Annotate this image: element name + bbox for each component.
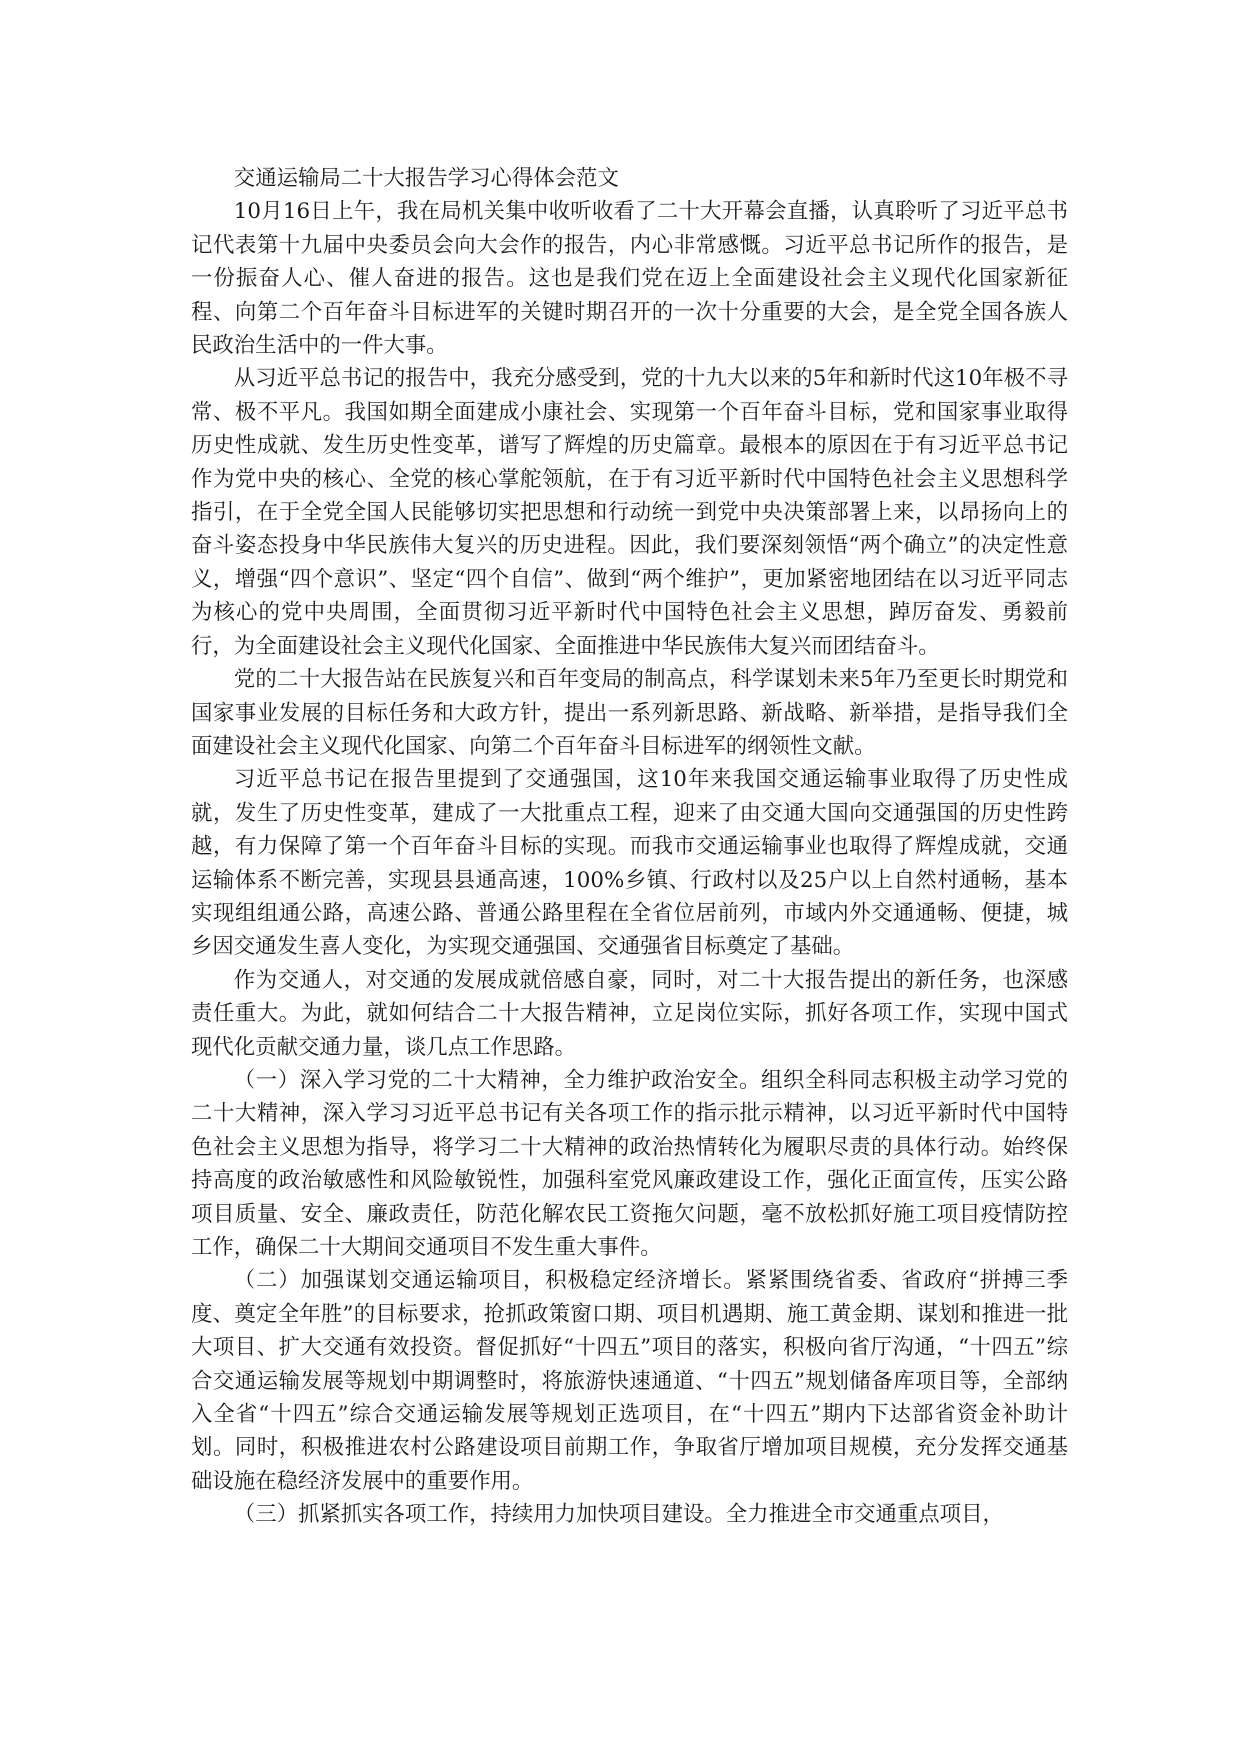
document-body (191, 162, 1068, 1532)
paragraph: 习近平总书记在报告里提到了交通强国，这10年来我国交通运输事业取得了历史性成就，发生了历史性变革，建成了一大批重点工程，迎来了由交通大国向交通强国的历史性跨越，有力保障了第一个百年奋斗目标的实现。而我市交通运输事业也取得了辉煌成就，交通运输体系不断完善，实现县县通高速，100%乡镇、行政村以及25户以上自然村通畅，基本实现组组通公路，高速公路、普通公路里程在全省位居前列，市域内外交通通畅、便捷，城乡因交通发生喜人变化，为实现交通强国、交通强省目标奠定了基础。 (191, 767, 1068, 960)
paragraph: （二）加强谋划交通运输项目，积极稳定经济增长。紧紧围绕省委、省政府“拼搏三季度、奠定全年胜”的目标要求，抢抓政策窗口期、项目机遇期、施工黄金期、谋划和推进一批大项目、扩大交通有效投资。督促抓好“十四五”项目的落实，积极向省厅沟通，“十四五”综合交通运输发展等规划中期调整时，将旅游快速通道、“十四五”规划储备库项目等，全部纳入全省“十四五”综合交通运输发展等规划正选项目，在“十四五”期内下达部省资金补助计划。同时，积极推进农村公路建设项目前期工作，争取省厅增加项目规模，充分发挥交通基础设施在稳经济发展中的重要作用。 (191, 1268, 1068, 1494)
paragraph: 10月16日上午，我在局机关集中收听收看了二十大开幕会直播，认真聆听了习近平总书记代表第十九届中央委员会向大会作的报告，内心非常感慨。习近平总书记所作的报告，是一份振奋人心、催人奋进的报告。这也是我们党在迈上全面建设社会主义现代化国家新征程、向第二个百年奋斗目标进军的关键时期召开的一次十分重要的大会，是全党全国各族人民政治生活中的一件大事。 (191, 199, 1068, 359)
document-title: 交通运输局二十大报告学习心得体会范文 (233, 166, 619, 191)
paragraph: （三）抓紧抓实各项工作，持续用力加快项目建设。全力推进全市交通重点项目， (233, 1502, 1004, 1528)
paragraph: 党的二十大报告站在民族复兴和百年变局的制高点，科学谋划未来5年乃至更长时期党和国家事业发展的目标任务和大政方针，提出一系列新思路、新战略、新举措，是指导我们全面建设社会主义现代化国家、向第二个百年奋斗目标进军的纲领性文献。 (191, 667, 1068, 759)
paragraph: 作为交通人，对交通的发展成就倍感自豪，同时，对二十大报告提出的新任务，也深感责任重大。为此，就如何结合二十大报告精神，立足岗位实际，抓好各项工作，实现中国式现代化贡献交通力量，谈几点工作思路。 (191, 967, 1068, 1060)
paragraph: （一）深入学习党的二十大精神，全力维护政治安全。组织全科同志积极主动学习党的二十大精神，深入学习习近平总书记有关各项工作的指示批示精神，以习近平新时代中国特色社会主义思想为指导，将学习二十大精神的政治热情转化为履职尽责的具体行动。始终保持高度的政治敏感性和风险敏锐性，加强科室党风廉政建设工作，强化正面宣传，压实公路项目质量、安全、廉政责任，防范化解农民工资拖欠问题，毫不放松抓好施工项目疫情防控工作，确保二十大期间交通项目不发生重大事件。 (191, 1067, 1068, 1260)
paragraph: 从习近平总书记的报告中，我充分感受到，党的十九大以来的5年和新时代这10年极不寻常、极不平凡。我国如期全面建成小康社会、实现第一个百年奋斗目标，党和国家事业取得历史性成就、发生历史性变革，谱写了辉煌的历史篇章。最根本的原因在于有习近平总书记作为党中央的核心、全党的核心掌舵领航，在于有习近平新时代中国特色社会主义思想科学指引，在于全党全国人民能够切实把思想和行动统一到党中央决策部署上来，以昂扬向上的奋斗姿态投身中华民族伟大复兴的历史进程。因此，我们要深刻领悟“两个确立”的决定性意义，增强“四个意识”、坚定“四个自信”、做到“两个维护”，更加紧密地团结在以习近平同志为核心的党中央周围，全面贯彻习近平新时代中国特色社会主义思想，踔厉奋发、勇毅前行，为全面建设社会主义现代化国家、全面推进中华民族伟大复兴而团结奋斗。 (191, 366, 1068, 659)
